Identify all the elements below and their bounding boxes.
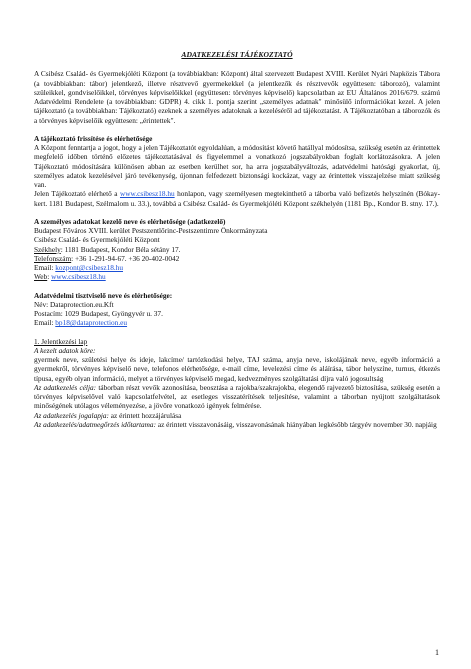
web-separator: : bbox=[47, 272, 52, 282]
controller-seat bbox=[34, 245, 440, 254]
section-heading-update: A tájékoztató frissítése és elérhetősége bbox=[34, 133, 153, 143]
update-paragraph: A Központ fenntartja a jogot, hogy a jelen Tájékoztatót egyoldalúan, a módosítást követő hatállyal módosítsa, szükség esetén az érintettek megfelelő időben történő előzetes tájékoztatásával és figyelemmel a vonatkozó jogszabályokban foglalt korlátozásokra. A jelen Tájékoztató módosítására különösen abban az esetben kerülhet sor, ha arra jogszabályváltozás, adatvédelmi hatósági gyakorlat, új, személyes adatok kezelésével járó tevékenység, újonnan felfedezett biztonsági kockázat, vagy az érintettek visszajelzése miatt szükség van. bbox=[34, 143, 440, 189]
section-heading-dpo: Adatvédelmi tisztviselő neve és elérhetősége: bbox=[34, 290, 173, 300]
controller-email bbox=[34, 263, 440, 272]
data-scope-label: A kezelt adatok köre: bbox=[34, 345, 96, 355]
retention-paragraph bbox=[34, 420, 440, 429]
seat-value: : 1181 Budapest, Kondor Béla sétány 17. bbox=[60, 244, 181, 254]
web-label: Web bbox=[34, 272, 48, 282]
section-heading-application: 1. Jelentkezési lap bbox=[34, 336, 88, 346]
purpose-label: Az adatkezelés célja: bbox=[34, 382, 97, 392]
controller-web-link[interactable]: www.csibesz18.hu bbox=[51, 272, 106, 282]
availability-text-pre: Jelen Tájékoztató elérhető a bbox=[34, 189, 120, 199]
dpo-address: Postacím: 1029 Budapest, Gyöngyvér u. 37. bbox=[34, 309, 163, 318]
dpo-email bbox=[34, 318, 440, 327]
legal-basis-paragraph bbox=[34, 411, 440, 420]
website-link[interactable]: www.csibesz18.hu bbox=[119, 189, 175, 199]
legal-basis-text: az érintett hozzájárulása bbox=[108, 410, 182, 420]
phone-label: Telefonszám bbox=[34, 253, 72, 263]
seat-label: Székhely bbox=[34, 244, 61, 254]
dpo-email-label: Email: bbox=[34, 318, 56, 328]
section-heading-controller: A személyes adatokat kezelő neve és elérhetősége (adatkezelő) bbox=[34, 216, 226, 226]
data-scope-list: gyermek neve, születési helye és ideje, lakcíme/ tartózkodási helye, TAJ száma, anyja neve, iskolájának neve, egyéb információ a gyermekről, törvényes képviselő neve, telefonos elérhetősége, e-mail címe, levelezési címe és aláírása, tábor helyszíne, turnus, étkezés típusa, egyéb olyan információ, melyet a törvényes képviselő megad, kedvezményes szolgáltatási díjra való jogosultság bbox=[34, 355, 440, 383]
retention-text: az érintett visszavonásáig, visszavonásának hiányában legkésőbb tárgyév november 30. napjáig bbox=[156, 419, 437, 429]
retention-label: Az adatkezelés/adatmegőrzés időtartama: bbox=[34, 419, 157, 429]
document-page bbox=[34, 20, 440, 429]
intro-paragraph: A Csibész Család- és Gyermekjóléti Központ (a továbbiakban: Központ) által szervezett Budapest XVIII. Kerület Nyári Napközis Tábora (a továbbiakban: tábor) jelentkező, illetve résztvevő gyermekekkel (a jelentkezők és résztvevők együttesen: táborozó), valamint szüleikkel, gondviselőikkel, törvényes képviselőikkel (együttesen: törvényes képviselő) kapcsolatban az EU Általános 2016/679. számú Adatvédelmi Rendelete (a továbbiakban: GDPR) 4. cikk 1. pontja szerint „személyes adatnak" minősülő információkat kezel. A jelen tájékoztató (a továbbiakban: Tájékoztató) ezeknek a személyes adatoknak a kezeléséről ad tájékoztatást. A Tájékoztatóban a táborozók és a törvényes képviselőik együttesen: „érintettek". bbox=[34, 69, 440, 125]
controller-line-2: Csibész Család- és Gyermekjóléti Központ bbox=[34, 235, 160, 245]
availability-paragraph bbox=[34, 189, 440, 208]
dpo-name: Név: Dataprotection.eu.Kft bbox=[34, 299, 114, 309]
availability-text-post: honlapon, vagy személyesen megtekinthető a táborba való befizetés helyszínén (Bókay-kert. 1181 Budapest, Szélmalom u. 33.), továbbá a Csibész Család- és Gyermekjóléti Központ székhelyén (1181 Bp., Kondor B. stny. 17.). bbox=[34, 189, 440, 208]
legal-basis-label: Az adatkezelés jogalapja: bbox=[34, 410, 109, 420]
controller-email-link[interactable]: kozpont@csibesz18.hu bbox=[55, 263, 123, 272]
document-title: ADATKEZELÉSI TÁJÉKOZTATÓ bbox=[181, 50, 293, 59]
email-label: Email: bbox=[34, 263, 56, 272]
purpose-paragraph bbox=[34, 383, 440, 411]
controller-line-1: Budapest Főváros XVIII. kerület Pestszentlőrinc-Pestszentimre Önkormányzata bbox=[34, 226, 268, 235]
controller-web bbox=[34, 272, 440, 281]
page-number: 1 bbox=[435, 647, 439, 657]
dpo-email-link[interactable]: bp18@dataprotection.eu bbox=[55, 318, 128, 328]
purpose-text: táborban részt vevők azonosítása, beosztása a rajokba/szakrajokba, elegendő rajvezető biztosítása, szükség esetén a törvényes képviselővel való kapcsolatfelvétel, az esetleges visszatérítések teljesítése, valamint a táborban nyújtott szolgáltatások minőségének utólagos véleményezése, a jövőre vonatkozó igények felmérése. bbox=[34, 382, 440, 411]
controller-phone bbox=[34, 254, 440, 263]
phone-value: : +36 1-291-94-67. +36 20-402-0042 bbox=[71, 253, 180, 263]
